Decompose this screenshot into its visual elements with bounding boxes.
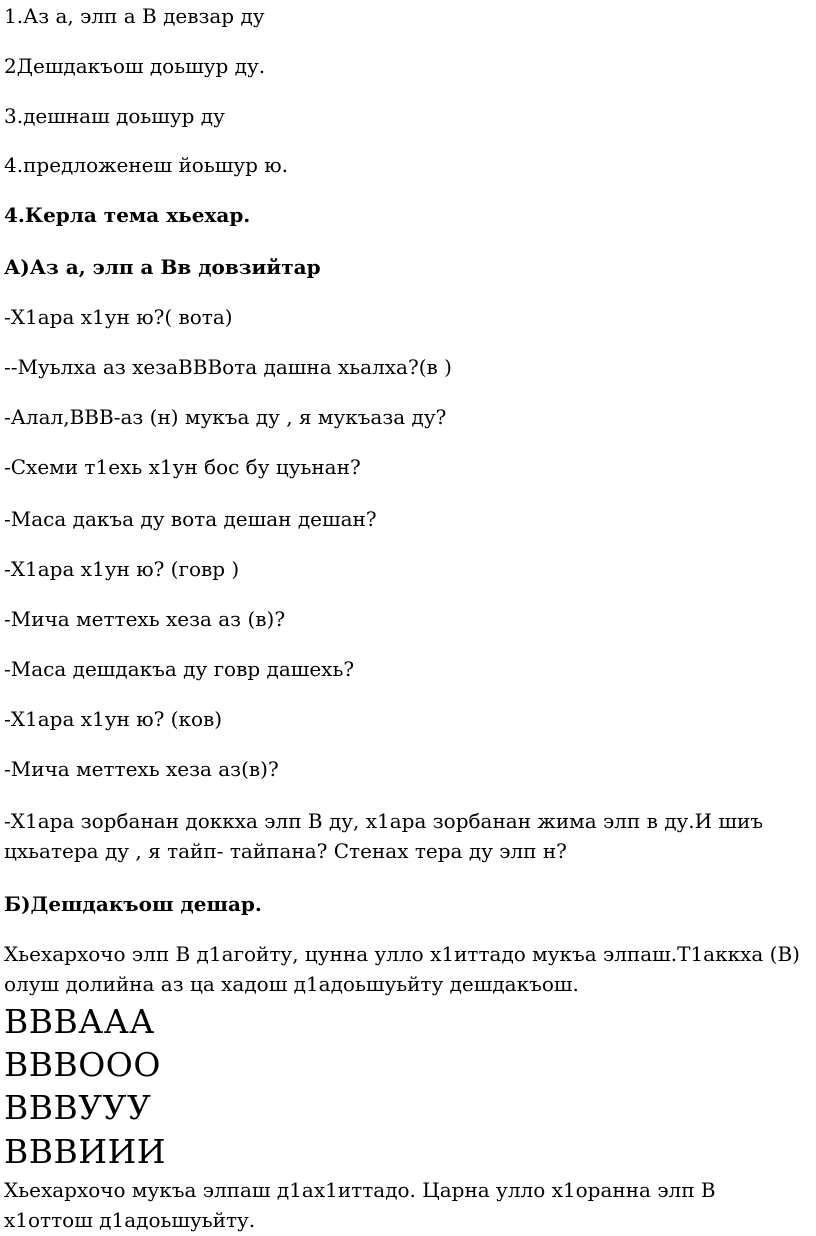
question-line: -Маса дакъа ду вота дешан дешан? xyxy=(4,507,377,531)
question-line: --Муьлха аз хезаВВВота дашна хьалха?(в ) xyxy=(4,355,452,379)
section-heading-new-topic: 4.Керла тема хьехар. xyxy=(4,203,251,227)
syllable-row: ВВВИИИ xyxy=(4,1132,167,1171)
question-line: -Х1ара х1ун ю? (говр ) xyxy=(4,557,240,581)
instruction-paragraph-final: Хьехархочо мукъа элпаш д1ах1иттадо. Царна улло х1оранна элп В х1оттош д1адоьшуьйту. xyxy=(4,1178,716,1232)
section-heading-b: Б)Дешдакъош дешар. xyxy=(4,892,262,916)
instruction-paragraph: Хьехархочо элп В д1агойту, цунна улло х1иттадо мукъа элпаш.Т1аккха (В) олуш долийна аз ца хадош д1адоьшуьйту дешдакъош. xyxy=(4,942,800,996)
question-line: -Маса дешдакъа ду говр дашехь? xyxy=(4,657,355,681)
item-1-line: 1.Аз а, элп а В девзар ду xyxy=(4,4,265,28)
question-line: -Мича меттехь хеза аз(в)? xyxy=(4,757,279,781)
item-4-line: 4.предложенеш йоьшур ю. xyxy=(4,153,289,177)
question-line: -Схеми т1ехь х1ун бос бу цуьнан? xyxy=(4,455,361,479)
syllable-row: ВВВУУУ xyxy=(4,1088,152,1127)
syllable-row: ВВВООО xyxy=(4,1045,161,1084)
syllable-row: ВВВААА xyxy=(4,1002,155,1041)
question-line: -Мича меттехь хеза аз (в)? xyxy=(4,607,286,631)
question-line: -Х1ара х1ун ю?( вота) xyxy=(4,305,233,329)
section-heading-a: А)Аз а, элп а Вв довзийтар xyxy=(4,255,321,279)
item-3-line: 3.дешнаш доьшур ду xyxy=(4,104,225,128)
question-paragraph: -Х1ара зорбанан доккха элп В ду, х1ара зорбанан жима элп в ду.И шиъ цхьатера ду , я тайп- тайпана? Стенах тера ду элп н? xyxy=(4,809,764,863)
question-line: -Х1ара х1ун ю? (ков) xyxy=(4,707,223,731)
item-2-line: 2Дешдакъош доьшур ду. xyxy=(4,54,266,78)
question-line: -Алал,ВВВ-аз (н) мукъа ду , я мукъаза ду? xyxy=(4,405,447,429)
